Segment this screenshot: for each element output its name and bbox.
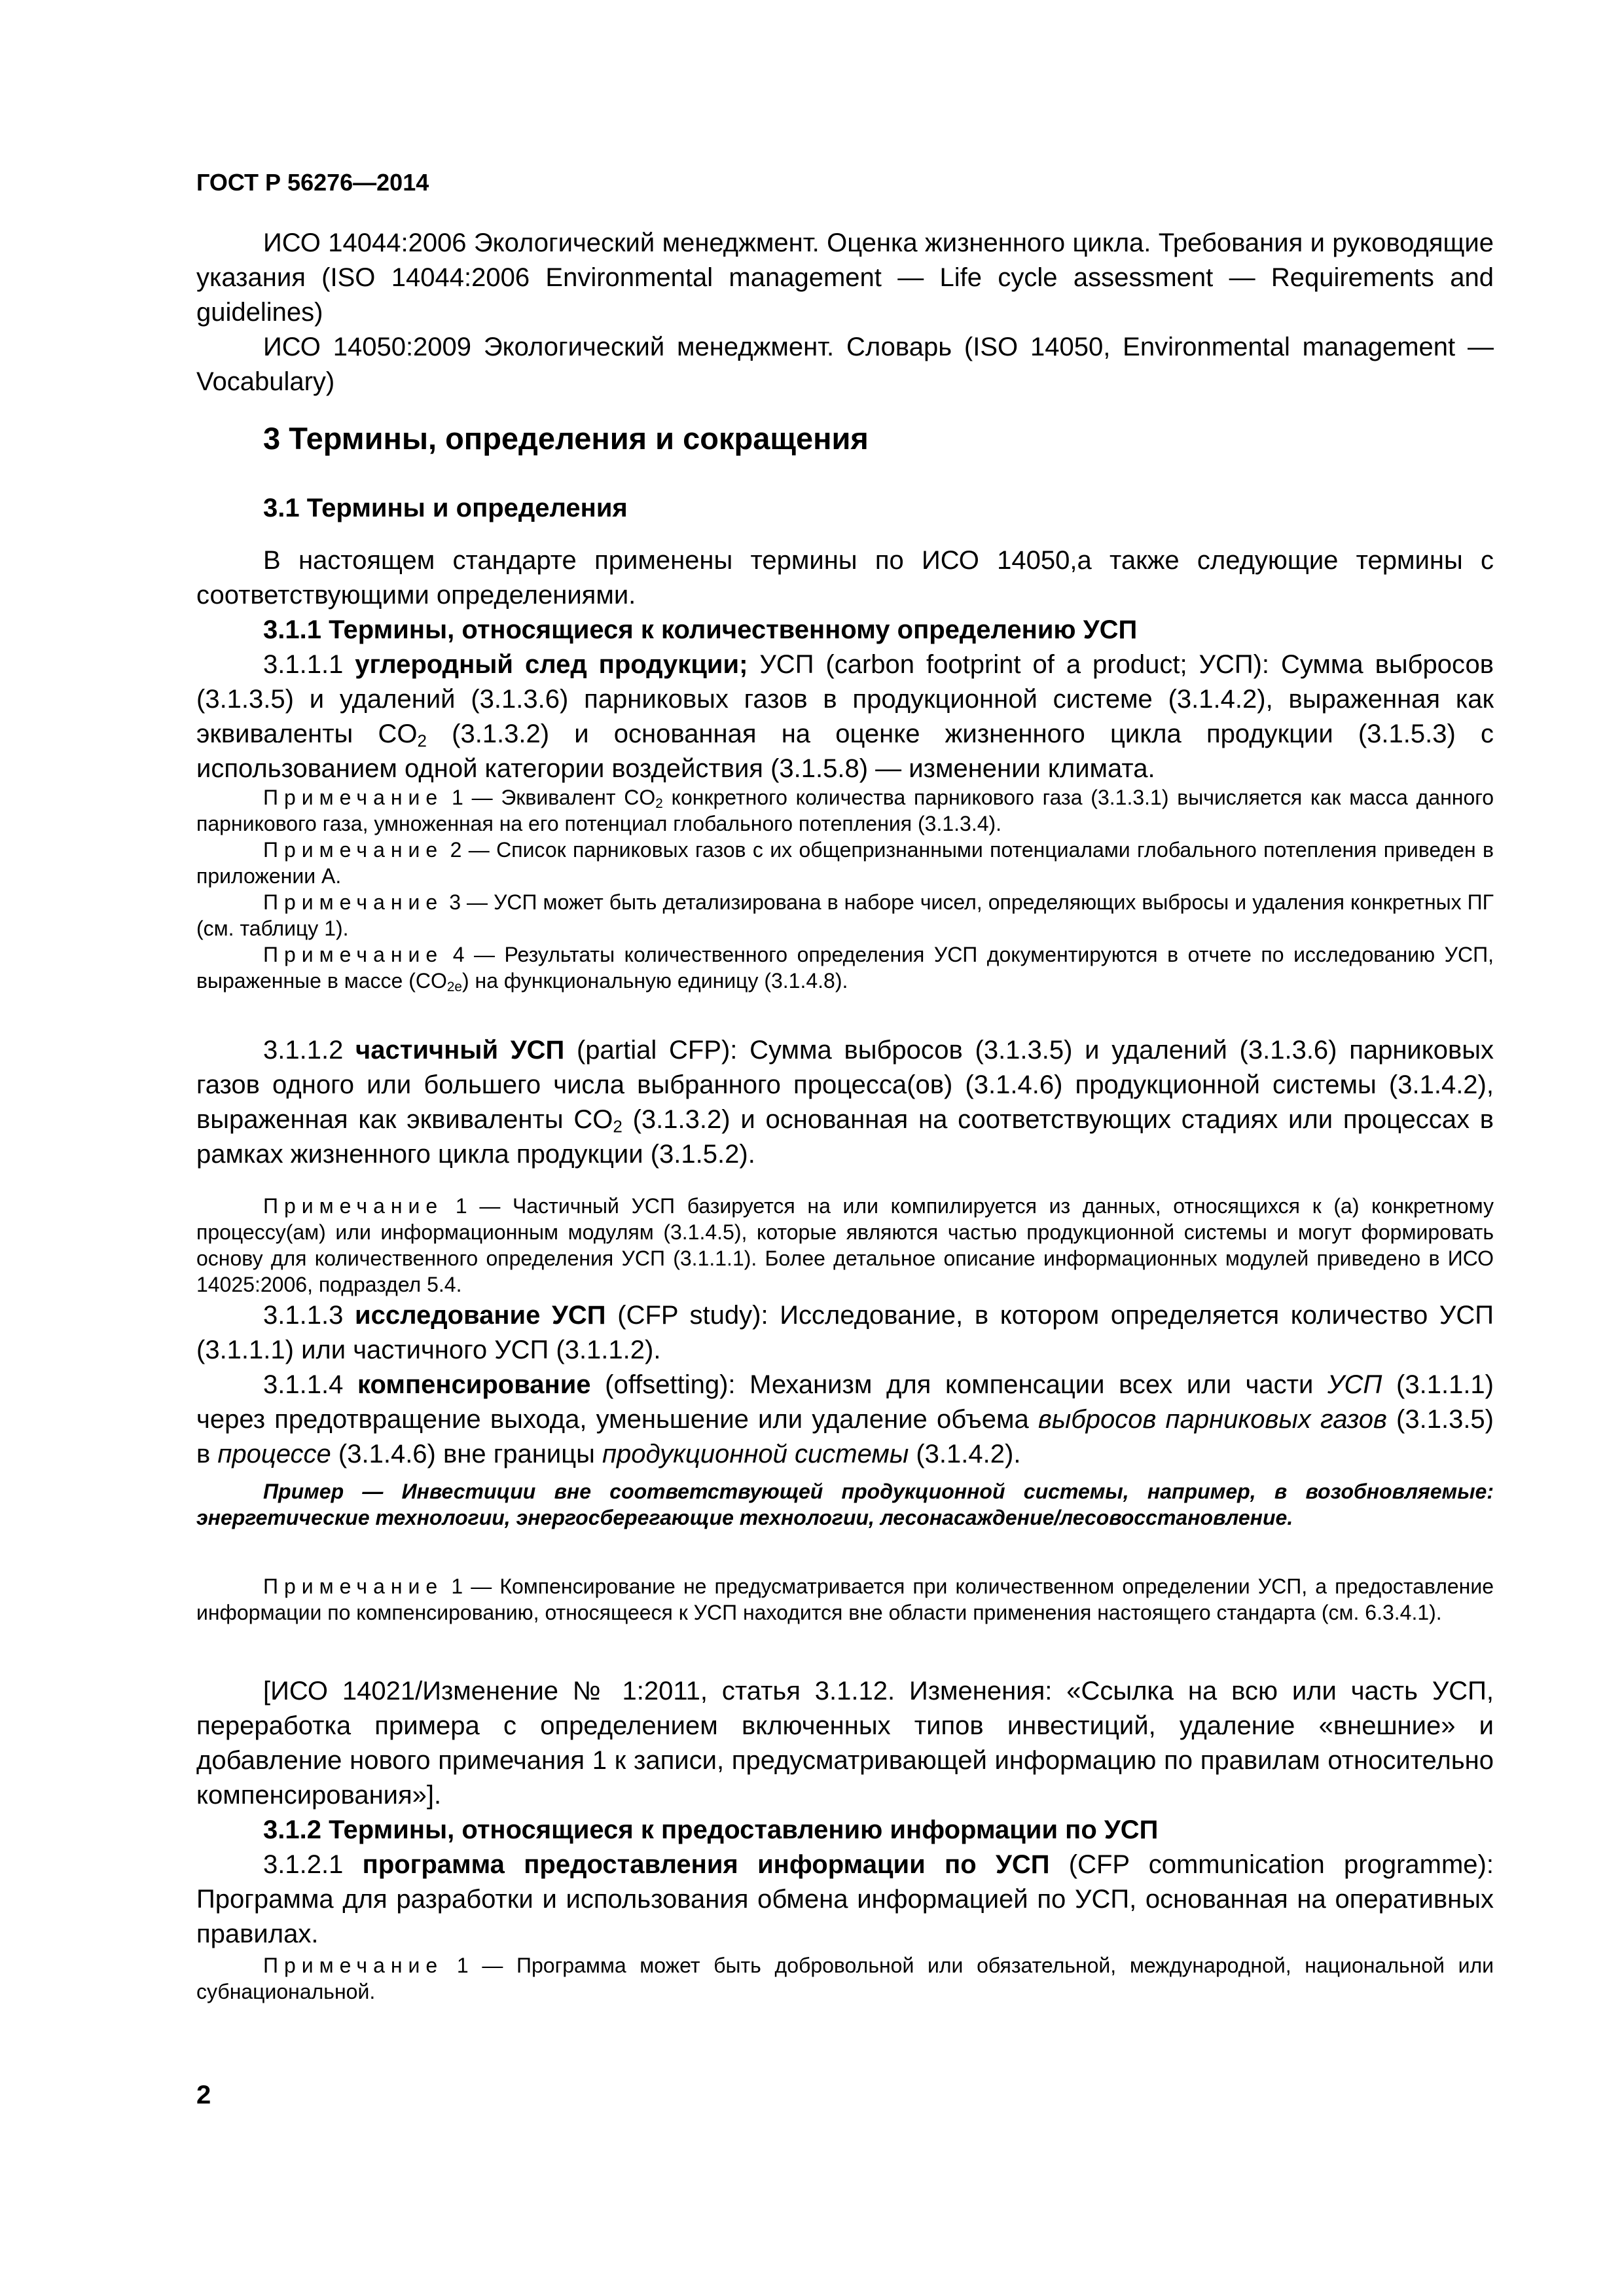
source-reference-3-1-1-4: [ИСО 14021/Изменение № 1:2011, статья 3.1.12. Изменения: «Ссылка на всю или часть УСП, переработка примера с определением включенных типов инвестиций, удаление «внешние» и добавление нового примечания 1 к записи, предусматривающей информацию по правилам относительно компенсирования»]. (196, 1677, 1494, 1810)
section-3-title: 3 Термины, определения и сокращения (263, 421, 869, 456)
note-3-1-1-2-block (196, 1193, 1494, 1298)
terms-3-1-1-3-4-block (196, 1298, 1494, 1472)
reference-iso-14044: ИСО 14044:2006 Экологический менеджмент. Оценка жизненного цикла. Требования и руководящие указания (ISO 14044:2006 Environmental management — Life cycle assessment — Requirements and guidelines) (196, 228, 1494, 327)
subsection-3-1-2-title: 3.1.2 Термины, относящиеся к предоставлению информации по УСП (263, 1815, 1159, 1844)
term-name: исследование УСП (355, 1301, 606, 1330)
source-and-3-1-2-block (196, 1674, 1494, 1952)
note-3: Примечание 3 — УСП может быть детализирована в наборе чисел, определяющих выбросы и удаления конкретных ПГ (см. таблицу 1). (196, 890, 1494, 940)
term-3-1-1-2: 3.1.1.2 частичный УСП (partial CFP): Сумма выбросов (3.1.3.5) и удалений (3.1.3.6) парниковых газов одного или большего числа выбранного процесса(ов) (3.1.4.6) продукционной системы (3.1.4.2), выраженная как эквиваленты $CO_2$ (3.1.3.2) и основанная на соответствующих стадиях или процессах в рамках жизненного цикла продукции (3.1.5.2). (196, 1036, 1494, 1169)
term-3-1-1-3: 3.1.1.3 исследование УСП (CFP study): Исследование, в котором определяется количество УСП (3.1.1.1) или частичного УСП (3.1.1.2). (196, 1301, 1494, 1364)
term-number: 3.1.2.1 (263, 1850, 344, 1879)
example-3-1-1-4: Пример — Инвестиции вне соответствующей продукционной системы, например, в возобновляемые: энергетические технологии, энергосберегающие технологии, лесонасаждение/лесовосстановление. (196, 1480, 1494, 1529)
note-1: Примечание 1 — Программа может быть добровольной или обязательной, международной, национальной или субнациональной. (196, 1954, 1494, 2003)
reference-iso-14050: ИСО 14050:2009 Экологический менеджмент. Словарь (ISO 14050, Environmental management — Vocabulary) (196, 333, 1494, 396)
note-1: Примечание 1 — Эквивалент $CO_2$ конкретного количества парникового газа (3.1.3.1) вычисляется как масса данного парникового газа, умноженная на его потенциал глобального потепления (3.1.3.4). (196, 786, 1494, 835)
note-2: Примечание 2 — Список парниковых газов с их общепризнанными потенциалами глобального потепления приведен в приложении А. (196, 838, 1494, 888)
term-3-1-1-4: 3.1.1.4 компенсирование (offsetting): Механизм для компенсации всех или части УСП (3.1.1.1) через предотвращение выхода, уменьшение или удаление объема выбросов парниковых газов (3.1.3.5) в процессе (3.1.4.6) вне границы продукционной системы (3.1.4.2). (196, 1370, 1494, 1468)
subsection-3-1-1-title: 3.1.1 Термины, относящиеся к количественному определению УСП (263, 615, 1138, 644)
subsection-3-1-intro: В настоящем стандарте применены термины по ИСО 14050,а также следующие термины с соответствующими определениями. (196, 546, 1494, 610)
page-number: 2 (196, 2081, 211, 2109)
notes-3-1-1-1 (196, 784, 1494, 994)
term-name: компенсирование (357, 1370, 591, 1399)
standard-code-header: ГОСТ Р 56276—2014 (196, 169, 429, 196)
subsection-3-1-block (196, 491, 1494, 526)
references-block (196, 226, 1494, 399)
term-number: 3.1.1.1 (263, 650, 344, 679)
note-1: Примечание 1 — Компенсирование не предусматривается при количественном определении УСП, а предоставление информации по компенсированию, относящееся к УСП находится вне области применения настоящего стандарта (см. 6.3.4.1). (196, 1575, 1494, 1624)
note-1: Примечание 1 — Частичный УСП базируется на или компилируется из данных, относящихся к (а) конкретному процессу(ам) или информационным модулям (3.1.4.5), которые являются частью продукционной системы и могут формировать основу для количественного определения УСП (3.1.1.1). Более детальное описание информационных модулей приведено в ИСО 14025:2006, подраздел 5.4. (196, 1194, 1494, 1296)
term-number: 3.1.1.3 (263, 1301, 344, 1330)
section-3-block (196, 419, 1494, 458)
subsection-3-1-content (196, 543, 1494, 786)
subsection-3-1-title: 3.1 Термины и определения (263, 494, 628, 522)
term-number: 3.1.1.4 (263, 1370, 344, 1399)
note-3-1-2-1-block (196, 1952, 1494, 2005)
term-3-1-1-1: 3.1.1.1 углеродный след продукции; УСП (carbon footprint of a product; УСП): Сумма выбросов (3.1.3.5) и удалений (3.1.3.6) парниковых газов в продукционной системе (3.1.4.2), выраженная как эквиваленты $CO_2$ (3.1.3.2) и основанная на оценке жизненного цикла продукции (3.1.5.3) с использованием одной категории воздействия (3.1.5.8) — изменении климата. (196, 650, 1494, 783)
term-name: углеродный след продукции; (355, 650, 748, 679)
term-name: программа предоставления информации по УСП (362, 1850, 1050, 1879)
note-4: Примечание 4 — Результаты количественного определения УСП документируются в отчете по исследованию УСП, выраженные в массе $(CO_{2e})$ на функциональную единицу (3.1.4.8). (196, 943, 1494, 995)
term-number: 3.1.1.2 (263, 1036, 344, 1065)
term-3-1-1-2-block (196, 1033, 1494, 1172)
term-name: частичный УСП (355, 1036, 565, 1065)
note-3-1-1-4-block (196, 1573, 1494, 1626)
example-3-1-1-4-block (196, 1478, 1494, 1531)
term-3-1-2-1: 3.1.2.1 программа предоставления информации по УСП (CFP communication programme): Программа для разработки и использования обмена информацией по УСП, основанная на оперативных правилах. (196, 1850, 1494, 1948)
